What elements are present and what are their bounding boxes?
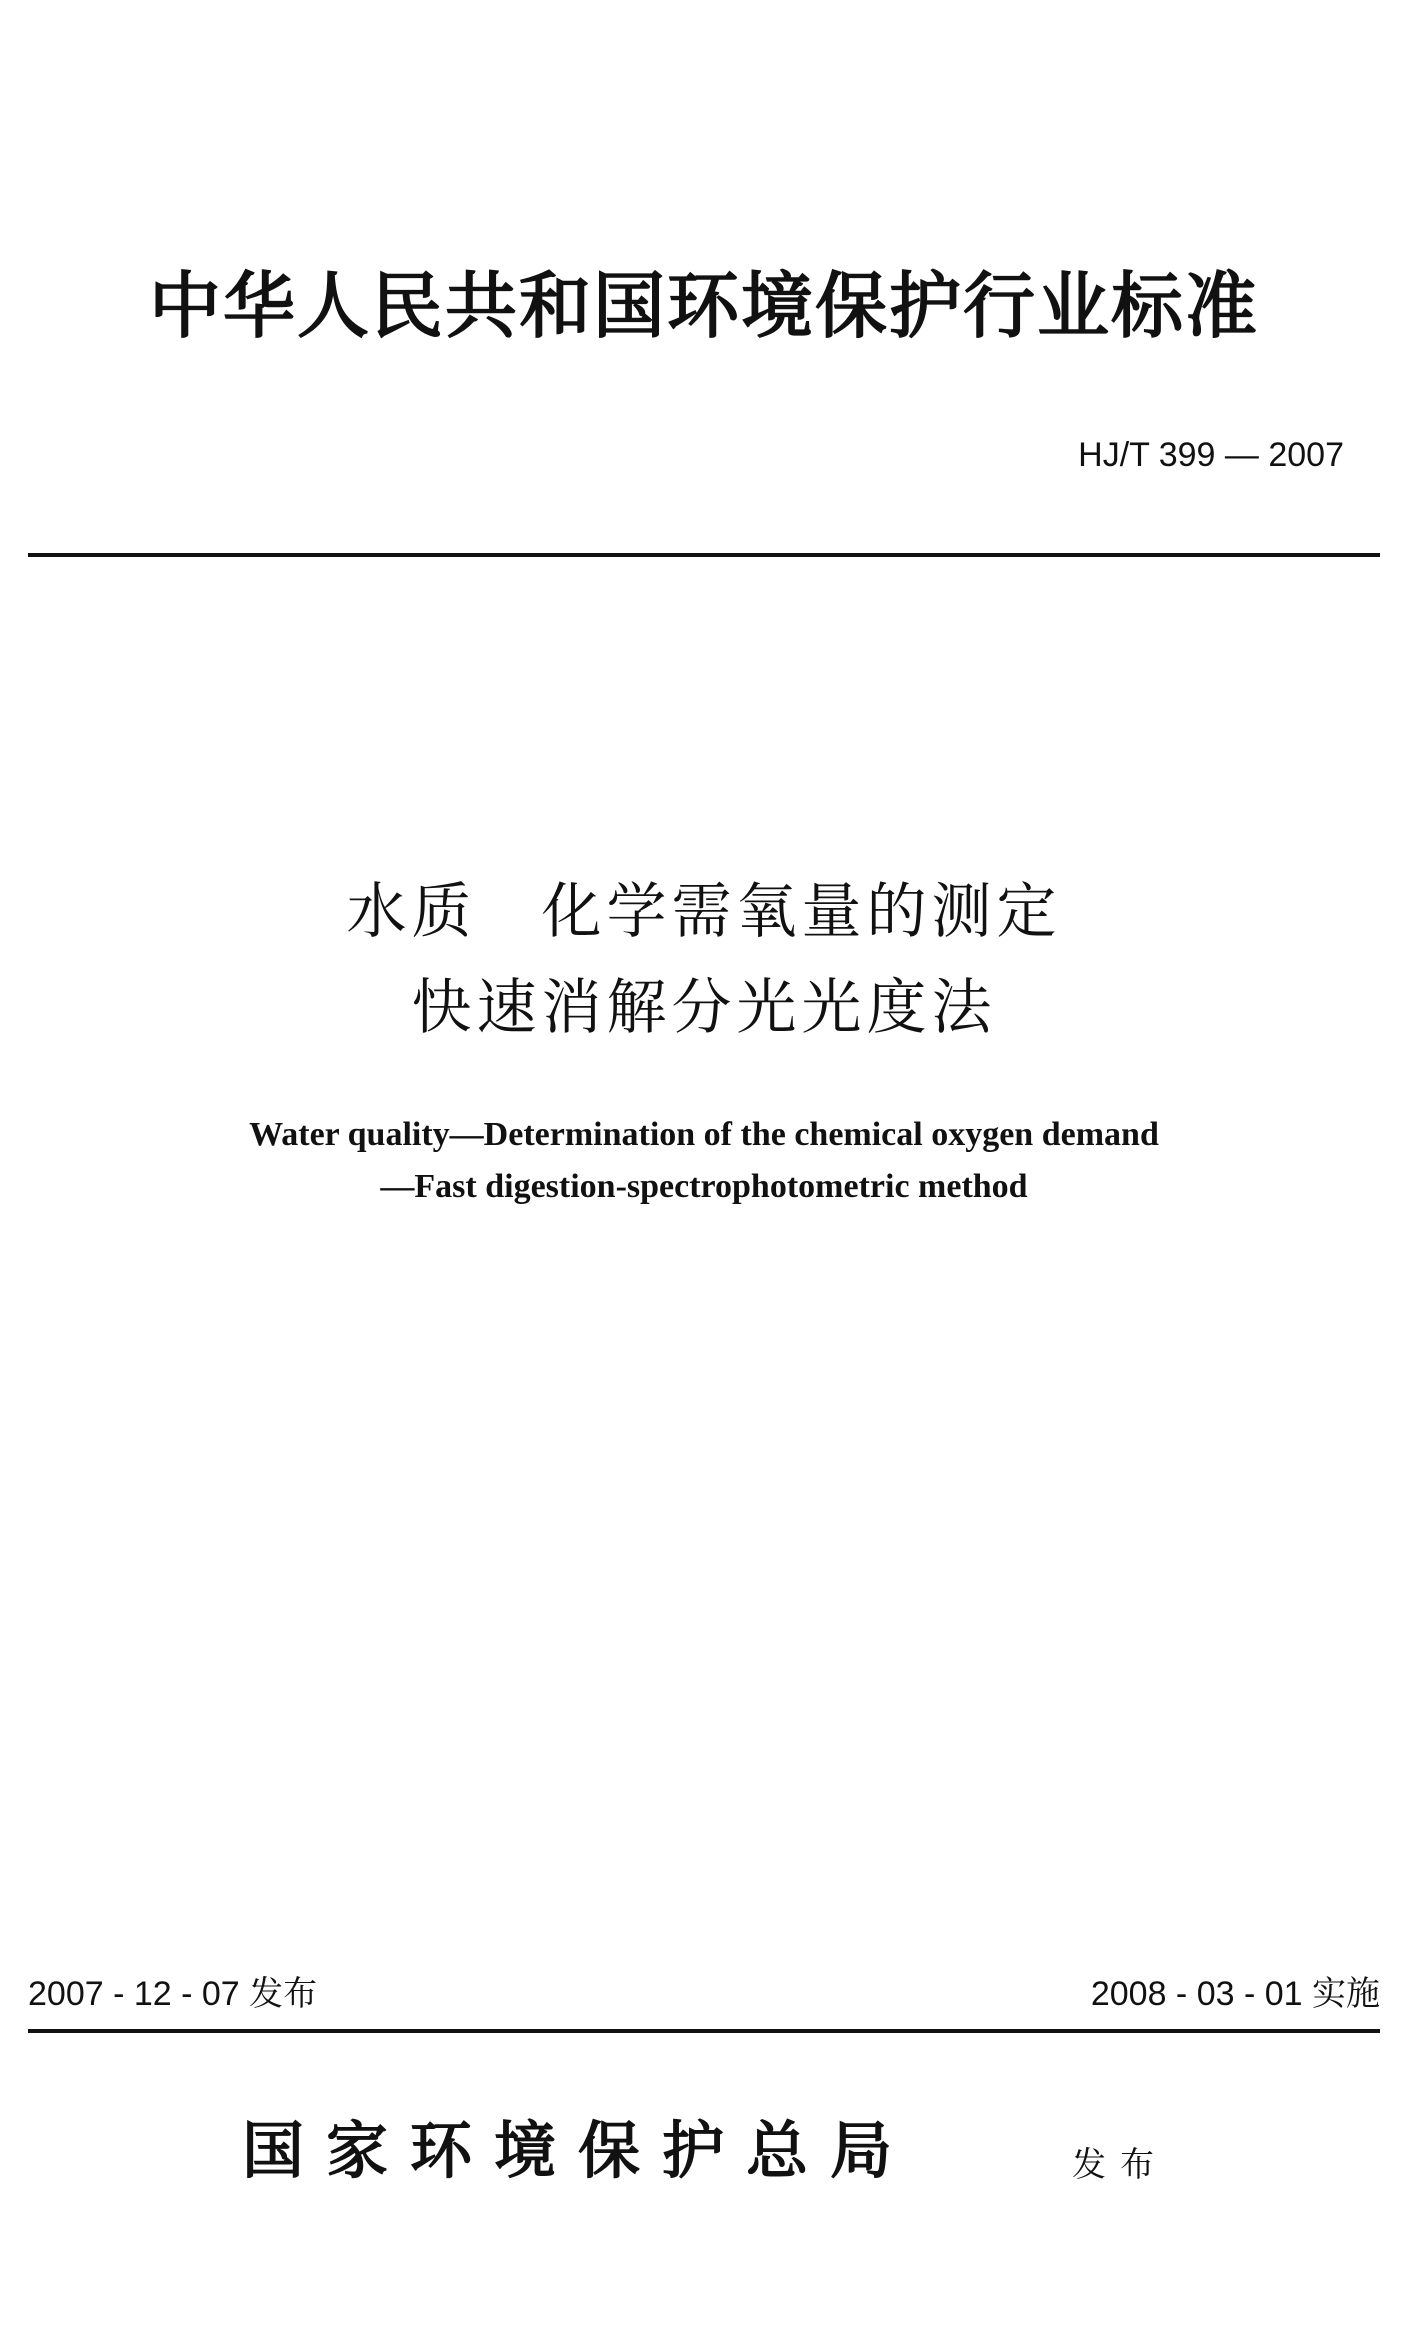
standard-category-title: 中华人民共和国环境保护行业标准 [148, 263, 1259, 348]
bottom-divider [28, 2029, 1380, 2033]
english-title-line-2: —Fast digestion-spectrophotometric method [380, 1168, 1028, 1205]
chinese-title-line-1: 水质 化学需氧量的测定 [346, 877, 1062, 947]
top-divider [28, 553, 1380, 557]
issuing-authority: 国家环境保护总局 [242, 2114, 915, 2187]
standard-number: HJ/T 399 — 2007 [1078, 436, 1344, 474]
english-title-line-1: Water quality—Determination of the chemical oxygen demand [249, 1116, 1159, 1153]
issuing-authority-suffix: 发布 [1072, 2145, 1168, 2185]
effective-date: 2008 - 03 - 01 实施 [1090, 1975, 1380, 2013]
issue-date: 2007 - 12 - 07 发布 [28, 1975, 318, 2013]
chinese-title-line-2: 快速消解分光光度法 [411, 973, 997, 1043]
